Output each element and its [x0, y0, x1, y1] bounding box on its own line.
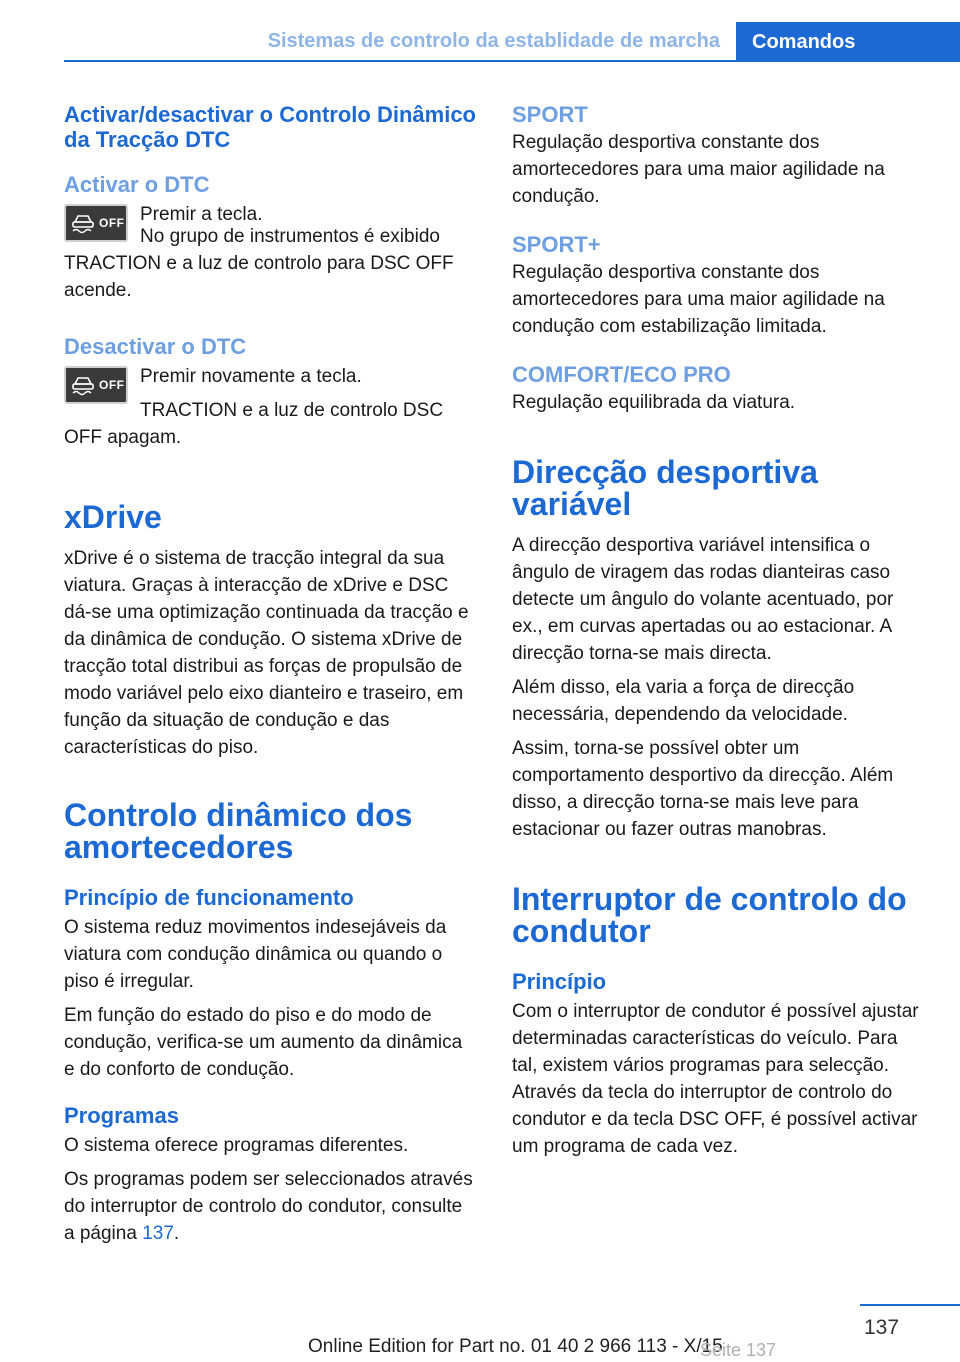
damper-control-heading: Controlo dinâmico dos amortecedores	[64, 797, 413, 865]
sportplus-heading: SPORT+	[512, 232, 601, 257]
header-section-title: Sistemas de controlo da establidade de marcha	[267, 30, 720, 52]
right-column	[512, 102, 928, 1167]
left-column	[64, 102, 476, 1254]
edition-note: Online Edition for Part no. 01 40 2 966 113 - X/15	[308, 1336, 723, 1357]
page-number: 137	[864, 1316, 900, 1339]
programs-paragraph-1: O sistema oferece programas diferentes.	[64, 1135, 409, 1156]
steering-paragraph-2: Além disso, ela varia a força de direcção necessária, dependendo da velocidade.	[512, 677, 855, 725]
activate-dtc-instruction	[64, 201, 476, 257]
traction-car-icon	[70, 212, 96, 234]
dtc-off-key-icon	[64, 204, 128, 242]
deactivate-dtc-heading: Desactivar o DTC	[64, 334, 247, 359]
variable-steering-heading: Direcção desportiva variável	[512, 454, 818, 522]
key-off-label: OFF	[99, 216, 125, 230]
dtc-off-key-icon-2	[64, 366, 128, 404]
activate-step-1: Premir a tecla.	[140, 204, 263, 225]
deactivate-step-2: TRACTION e a luz de controlo DSC OFF apagam.	[64, 400, 444, 448]
page-header	[64, 22, 960, 62]
sport-heading: SPORT	[512, 102, 588, 127]
xdrive-paragraph: xDrive é o sistema de tracção integral da sua viatura. Graças à interacção de xDrive e DSC dá-se uma optimização continuada da tracção e da dinâmica de condução. O sistema xDrive de tracção total distribui as forças de propulsão de modo variável pelo eixo dianteiro e traseiro, em função da situação de condução e das características do piso.	[64, 548, 469, 758]
sport-paragraph: Regulação desportiva constante dos amortecedores para uma maior agilidade na condução.	[512, 132, 885, 207]
driver-switch-heading: Interruptor de controlo do condutor	[512, 881, 907, 949]
header-rule	[64, 60, 960, 62]
steering-paragraph-1: A direcção desportiva variável intensifica o ângulo de viragem das rodas dianteiras caso detecte um ângulo do volante acentuado, por ex., em curvas apertadas ou ao estacionar. A direcção torna-se mais directa.	[512, 535, 894, 664]
principio-paragraph: Com o interruptor de condutor é possível ajustar determinadas características do veículo. Para tal, existem vários programas para selecção. Através da tecla do interruptor de controlo do condutor e da tecla DSC OFF, é possível activar um programa de cada vez.	[512, 1001, 919, 1157]
key-off-label-2: OFF	[99, 378, 125, 392]
traction-car-icon-2	[70, 374, 96, 396]
programs-paragraph-2-text: Os programas podem ser seleccionados através do interruptor de controlo do condutor, consulte a página	[64, 1169, 473, 1244]
dtc-heading: Activar/desactivar o Controlo Dinâmico da Tracção DTC	[64, 102, 476, 152]
deactivate-step-1: Premir novamente a tecla.	[140, 366, 362, 387]
header-chapter-tab: Comandos	[736, 22, 960, 62]
principle-paragraph-1: O sistema reduz movimentos indesejáveis da viatura com condução dinâmica ou quando o piso é irregular.	[64, 917, 447, 992]
sportplus-paragraph: Regulação desportiva constante dos amortecedores para uma maior agilidade na condução com estabilização limitada.	[512, 262, 885, 337]
programs-paragraph-2-end: .	[173, 1223, 180, 1244]
principio-heading: Princípio	[512, 969, 607, 994]
programs-heading: Programas	[64, 1103, 179, 1128]
comfort-paragraph: Regulação equilibrada da viatura.	[512, 392, 796, 413]
activate-step-2: No grupo de instrumentos é exibido TRACTION e a luz de controlo para DSC OFF acende.	[64, 226, 454, 301]
principle-paragraph-2: Em função do estado do piso e do modo de condução, verifica-se um aumento da dinâmica e do conforto de condução.	[64, 1005, 463, 1080]
comfort-eco-pro-heading: COMFORT/ECO PRO	[512, 362, 731, 387]
footer-rule	[860, 1304, 960, 1306]
principle-heading: Princípio de funcionamento	[64, 885, 354, 910]
xdrive-heading: xDrive	[64, 499, 162, 535]
programs-paragraph-2	[64, 1166, 476, 1247]
activate-dtc-heading: Activar o DTC	[64, 172, 210, 197]
watermark: Seite 137	[700, 1340, 777, 1360]
deactivate-dtc-instruction	[64, 363, 476, 419]
page-reference-link[interactable]: 137	[142, 1223, 174, 1244]
steering-paragraph-3: Assim, torna-se possível obter um comportamento desportivo da direcção. Além disso, a direcção torna-se mais leve para estacionar ou fazer outras manobras.	[512, 738, 894, 840]
